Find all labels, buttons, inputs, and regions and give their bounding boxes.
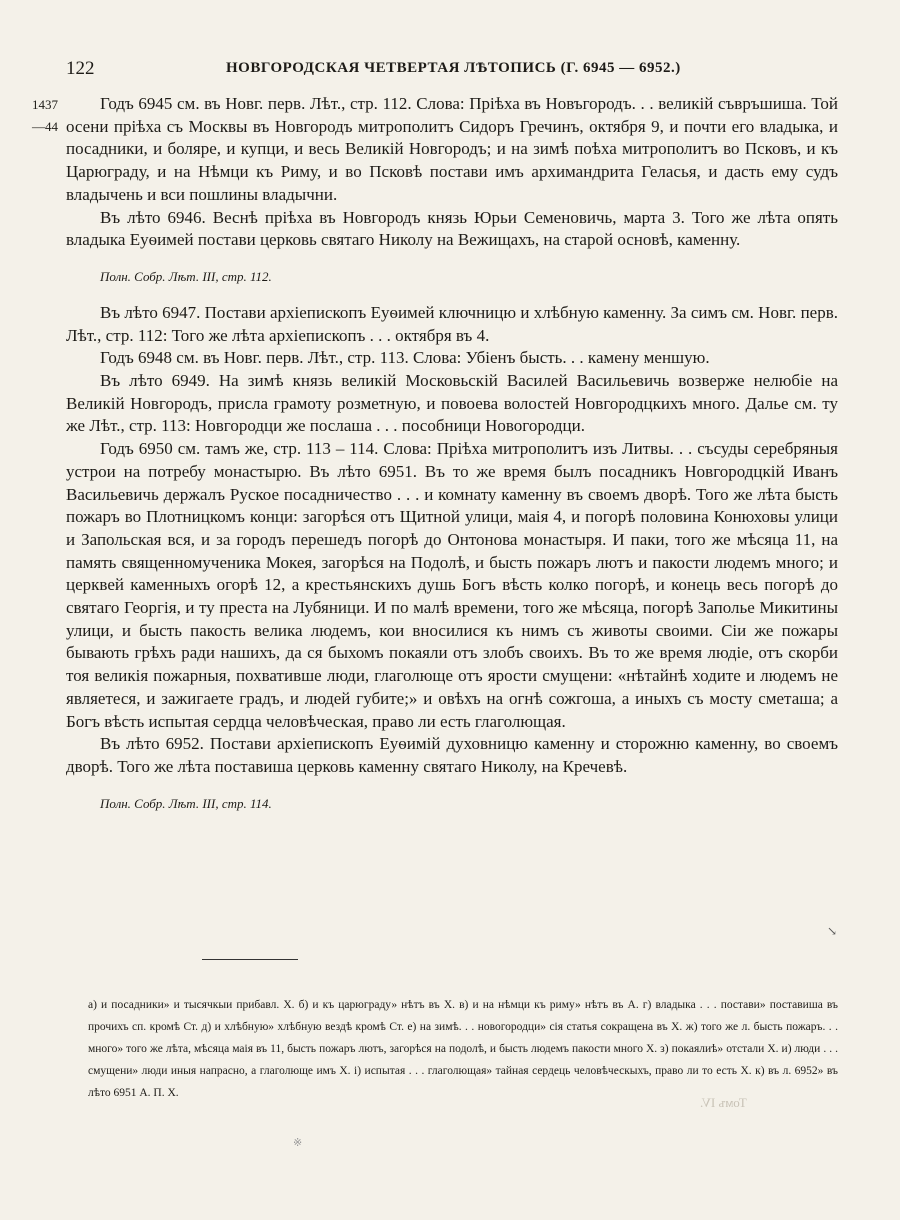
page-header [66,58,834,82]
chronicle-paragraph: Въ лѣто 6949. На зимѣ князь великiй Московьскiй Василей Васильевичь возверже нелюбiе на Великiй Новгородъ, присла грамоту розметную, и повоева волостей Новгородцкихъ много. Далье см. ту же Лѣт., стр. 113: Новгородци же послаша . . . пособници Новогородци. [66,371,838,436]
chronicle-paragraph: Въ лѣто 6947. Постави архiепископъ Еуѳимей ключницю и хлѣбную каменну. За симъ см. Новг. перв. Лѣт., стр. 112: Того же лѣта архiепископъ . . . октября въ 4. [66,302,838,345]
footnotes [88,994,838,1104]
chronicle-paragraph: Годъ 6948 см. въ Новг. перв. Лѣт., стр. 113. Слова: Убiенъ бысть. . . камену меншую. [100,348,710,368]
margin-notes [32,94,58,138]
chronicle-paragraph: Годъ 6945 см. въ Новг. перв. Лѣт., стр. 112. Слова: Прiѣха въ Новъгородъ. . . великiй съвръшиша. Той осени прiѣха съ Москвы въ Новгородъ митрополитъ Сидоръ Гречинъ, октября 9, и почти его владыка, и посадники, и боляре, и купци, и весь Великiй Новгородъ; и на зимѣ поѣха митрополитъ во Псковъ, и къ Царюграду, и на Нѣмци къ Риму, и во Псковѣ постави имъ архимандрита Геласья, и дасть ему судъ владычень и вси пошлины владычни. [66,94,838,204]
source-citation: Полн. Собр. Лѣт. III, стр. 114. [100,795,272,811]
page-number: 122 [66,58,95,79]
bleed-through-text: Томъ IV. [700,1095,747,1110]
footnote-text: а) и посадники» и тысячкыи прибавл. Х. б) и къ царюграду» нѣтъ въ Х. в) и на нѣмци къ риму» нѣтъ въ А. г) владыка . . . постави» поставиша въ прочихъ сп. кромѣ Ст. д) и хлѣбную» хлѣбную вездѣ кромѣ Ст. е) на зимѣ. . . новогородци» сiя статья сокращена въ Х. ж) того же л. бысть пожаръ. . . много» того же лѣта, мѣсяца маiя въ 11, бысть пожаръ лютъ, загорѣся на подолѣ, и бысть людемъ пакости много Х. з) покаялиѣ» отстали Х. и) люди . . . смущени» люди иныя напрасно, а глаголюще имъ Х. i) испытая . . . глаголющая» тайная сердець человѣческыхъ, право ли то есть Х. к) въ л. 6952» въ лѣто 6951 А. П. Х. [88,999,838,1099]
running-title: НОВГОРОДСКАЯ ЧЕТВЕРТАЯ ЛѢТОПИСЬ (Г. 6945 — 6952.) [226,60,681,76]
margin-range: —44 [32,119,58,134]
source-citation: Полн. Собр. Лѣт. III, стр. 112. [100,268,272,284]
chronicle-paragraph: Годъ 6950 см. тамъ же, стр. 113 – 114. Слова: Прiѣха митрополитъ изъ Литвы. . . съсуды серебряныя устрои на потребу монастырю. Въ лѣто 6951. Въ то же время былъ посадникъ Новгородцкiй Иванъ Васильевичь держалъ Руское посадничество . . . и комнату каменну въ своемъ дворѣ. Того же лѣта бысть пожаръ во Плотницкомъ конци: загорѣся отъ Щитной улици, маiя 4, и погорѣ половина Конюховы улици и Запольская вся, и за городъ перешедъ погорѣ до Онтонова монастыря. И паки, того же мѣсяца 11, на память священномученика Мокея, загорѣся на Подолѣ, и бысть пожаръ лютъ и пакости людемъ много; и церквей каменныхъ огорѣ 12, а крестьянскихъ душь Богъ вѣсть колко погорѣ, и конець весь погорѣ до святаго Георгiя, и ту преста на Лубяници. И по малѣ времени, того же мѣсяца, погорѣ Заполье Микитины улици, и бысть пакость велика людемъ, кои вносилися къ нимъ съ животы своими. Сiи же пожары бывають грѣхъ ради нашихъ, да ся быхомъ покаяли отъ злобъ своихъ. Въ то же время людiе, отъ скорби тоя великiя пожарныя, похватившe люди, глаголюще отъ ярости смущени: «нѣтайнѣ ходите и людемъ не являетеся, и зажигаете градъ, и людей губите;» и овѣхъ на огнѣ сожгоша, а иныхъ съ мосту сметаша; а Богъ вѣсть испытая сердца человѣческая, право ли есть глаголющая. [66,439,838,731]
main-text [66,93,838,829]
ink-smudge: ※ [293,1137,303,1149]
margin-year: 1437 [32,97,58,112]
chronicle-paragraph: Въ лѣто 6946. Веснѣ прiѣха въ Новгородъ князь Юрьи Семеновичь, марта 3. Того же лѣта опять владыка Еуѳимей постави церковь святаго Николу на Вежищахъ, на старой основѣ, каменну. [66,207,838,250]
edge-mark: ↘ [827,924,838,938]
footnote-divider [202,959,298,960]
chronicle-paragraph: Въ лѣто 6952. Постави архiепископъ Еуѳимiй духовницю каменну и сторожню каменну, во своемъ дворѣ. Того же лѣта поставиша церковь каменну святаго Николу, на Кречевѣ. [66,734,838,776]
